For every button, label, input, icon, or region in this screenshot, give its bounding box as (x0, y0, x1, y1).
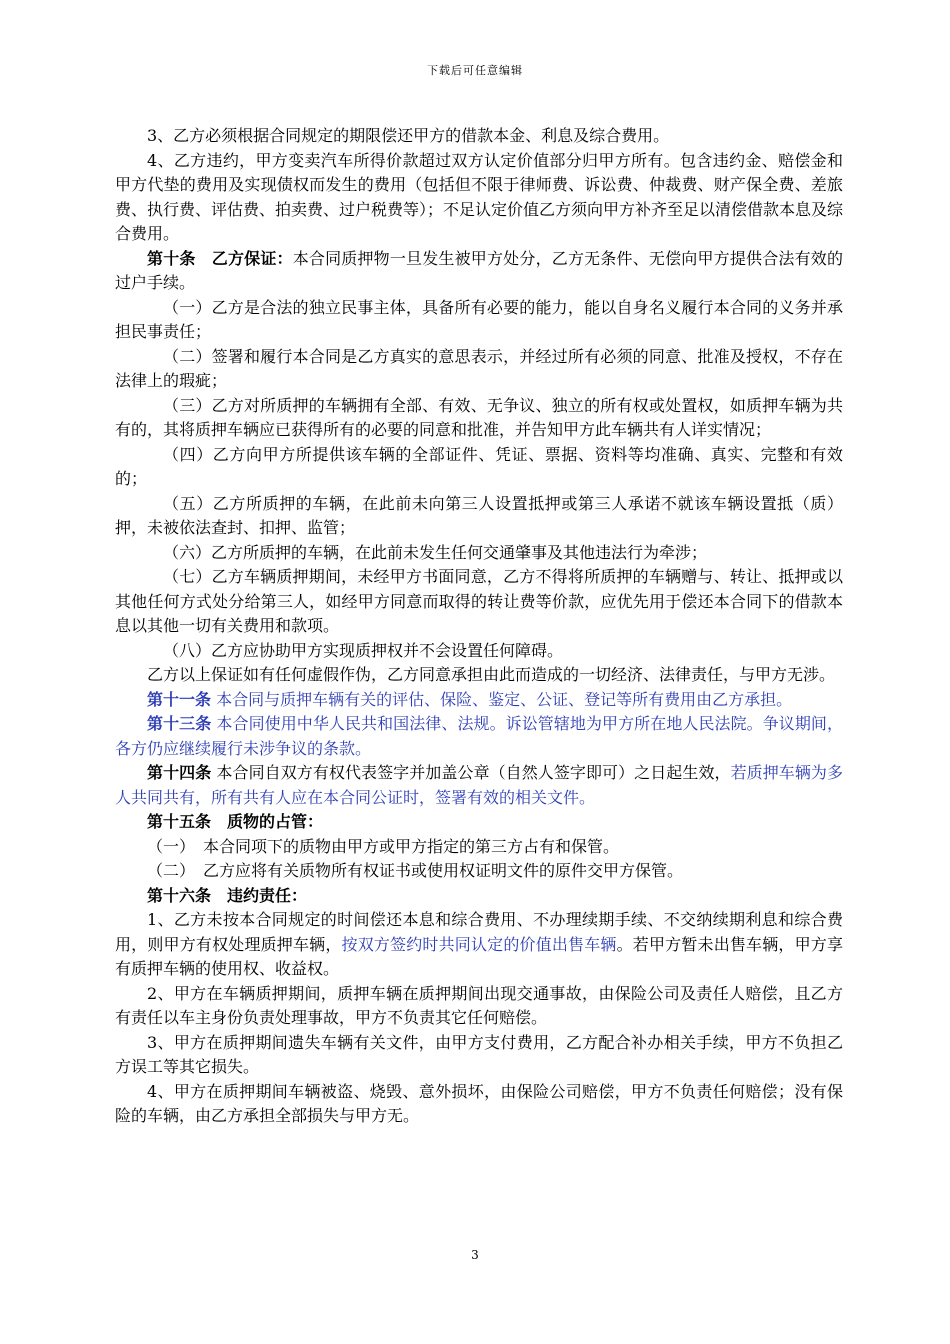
paragraph-text: 4、甲方在质押期间车辆被盗、烧毁、意外损坏，由保险公司赔偿，甲方不负责任何赔偿；没有保险的车辆，由乙方承担全部损失与甲方无。 (115, 1081, 843, 1125)
paragraph (115, 1080, 843, 1129)
paragraph-text: （六）乙方所质押的车辆，在此前未发生任何交通肇事及其他违法行为牵涉； (163, 542, 708, 562)
paragraph (115, 859, 843, 884)
paragraph (115, 296, 843, 345)
paragraph-text: 按双方签约时共同认定的价值出售车辆 (341, 934, 617, 954)
paragraph (115, 492, 843, 541)
paragraph (115, 541, 843, 566)
paragraph-text: 3、甲方在质押期间遗失车辆有关文件，由甲方支付费用，乙方配合补办相关手续，甲方不负担乙方误工等其它损失。 (115, 1032, 843, 1076)
paragraph (115, 835, 843, 860)
paragraph (115, 345, 843, 394)
paragraph-text: （三）乙方对所质押的车辆拥有全部、有效、无争议、独立的所有权或处置权，如质押车辆为共有的，其将质押车辆应已获得所有的必要的同意和批准，并告知甲方此车辆共有人详实情况； (115, 395, 843, 439)
paragraph (115, 565, 843, 639)
paragraph (115, 394, 843, 443)
paragraph-text: 2、甲方在车辆质押期间，质押车辆在质押期间出现交通事故，由保险公司及责任人赔偿，且乙方有责任以车主身份负责处理事故，甲方不负责其它任何赔偿。 (115, 983, 843, 1027)
paragraph-text: 本合同自双方有权代表签字并加盖公章（自然人签字即可）之日起生效， (211, 763, 731, 782)
page-header: 下载后可任意编辑 (427, 64, 523, 77)
paragraph (115, 443, 843, 492)
paragraph-text: （七）乙方车辆质押期间，未经甲方书面同意，乙方不得将所质押的车辆赠与、转让、抵押或以其他任何方式处分给第三人，如经甲方同意而取得的转让费等价款，应优先用于偿还本合同下的借款本息以其他一切有关费用和款项。 (115, 567, 843, 635)
clause-heading: 第十三条 (147, 714, 212, 733)
paragraph-text: （二）签署和履行本合同是乙方真实的意思表示，并经过所有必须的同意、批准及授权，不存在法律上的瑕疵； (115, 346, 843, 390)
paragraph-text: 1、乙方未按本合同规定的时间偿还本息和综合费用、不办理续期手续、不交纳续期利息和综合费用，则甲方有权处理质押车辆， (115, 910, 843, 954)
clause-heading: 第十一条 (147, 689, 212, 709)
clause-heading: 第十五条 质物的占管： (147, 812, 324, 831)
paragraph (115, 124, 843, 149)
document-body (115, 124, 843, 1129)
paragraph-text: （四）乙方向甲方所提供该车辆的全部证件、凭证、票据、资料等均准确、真实、完整和有效的； (115, 444, 843, 488)
paragraph (115, 149, 843, 247)
paragraph-text: （二） 乙方应将有关质物所有权证书或使用权证明文件的原件交甲方保管。 (147, 861, 684, 880)
clause-heading: 第十六条 违约责任： (147, 885, 308, 905)
paragraph (115, 1031, 843, 1080)
clause-heading: 第十条 乙方保证： (147, 248, 293, 268)
clause-heading: 第十四条 (147, 763, 212, 782)
page-number: 3 (471, 1248, 479, 1262)
paragraph (115, 663, 843, 688)
paragraph-text: 本合同质押物一旦发生被甲方处分，乙方无条件、无偿向甲方提供合法有效的过户手续。 (115, 248, 843, 292)
paragraph (115, 761, 843, 810)
paragraph-text: 乙方以上保证如有任何虚假作伪，乙方同意承担由此而造成的一切经济、法律责任，与甲方无涉。 (147, 665, 836, 684)
paragraph (115, 982, 843, 1031)
paragraph-text: （五）乙方所质押的车辆，在此前未向第三人设置抵押或第三人承诺不就该车辆设置抵（质）押，未被依法查封、扣押、监管； (115, 493, 843, 537)
paragraph (115, 810, 843, 835)
paragraph (115, 639, 843, 664)
paragraph-text: （八）乙方应协助甲方实现质押权并不会设置任何障碍。 (163, 640, 564, 660)
paragraph-text: 若质押车辆为多人共同共有，所有共有人应在本合同公证时，签署有效的相关文件。 (115, 763, 843, 807)
paragraph (115, 884, 843, 909)
paragraph (115, 712, 843, 761)
paragraph-text: 4、乙方违约，甲方变卖汽车所得价款超过双方认定价值部分归甲方所有。包含违约金、赔偿金和甲方代垫的费用及实现债权而发生的费用（包括但不限于律师费、诉讼费、仲裁费、财产保全费、差旅费、执行费、评估费、拍卖费、过户税费等）；不足认定价值乙方须向甲方补齐至足以清偿借款本息及综合费用。 (115, 150, 844, 243)
paragraph-text: 。若甲方暂未出售车辆，甲方享有质押车辆的使用权、收益权。 (115, 934, 843, 978)
paragraph (115, 247, 843, 296)
paragraph-text: 本合同使用中华人民共和国法律、法规。诉讼管辖地为甲方所在地人民法院。争议期间，各方仍应继续履行未涉争议的条款。 (115, 714, 843, 758)
paragraph (115, 688, 843, 713)
paragraph-text: 本合同与质押车辆有关的评估、保险、鉴定、公证、登记等所有费用由乙方承担。 (211, 689, 793, 709)
paragraph-text: （一） 本合同项下的质物由甲方或甲方指定的第三方占有和保管。 (147, 836, 620, 856)
paragraph (115, 908, 843, 982)
paragraph-text: （一）乙方是合法的独立民事主体，具备所有必要的能力，能以自身名义履行本合同的义务并承担民事责任； (115, 297, 843, 341)
paragraph-text: 3、乙方必须根据合同规定的期限偿还甲方的借款本金、利息及综合费用。 (147, 126, 670, 145)
